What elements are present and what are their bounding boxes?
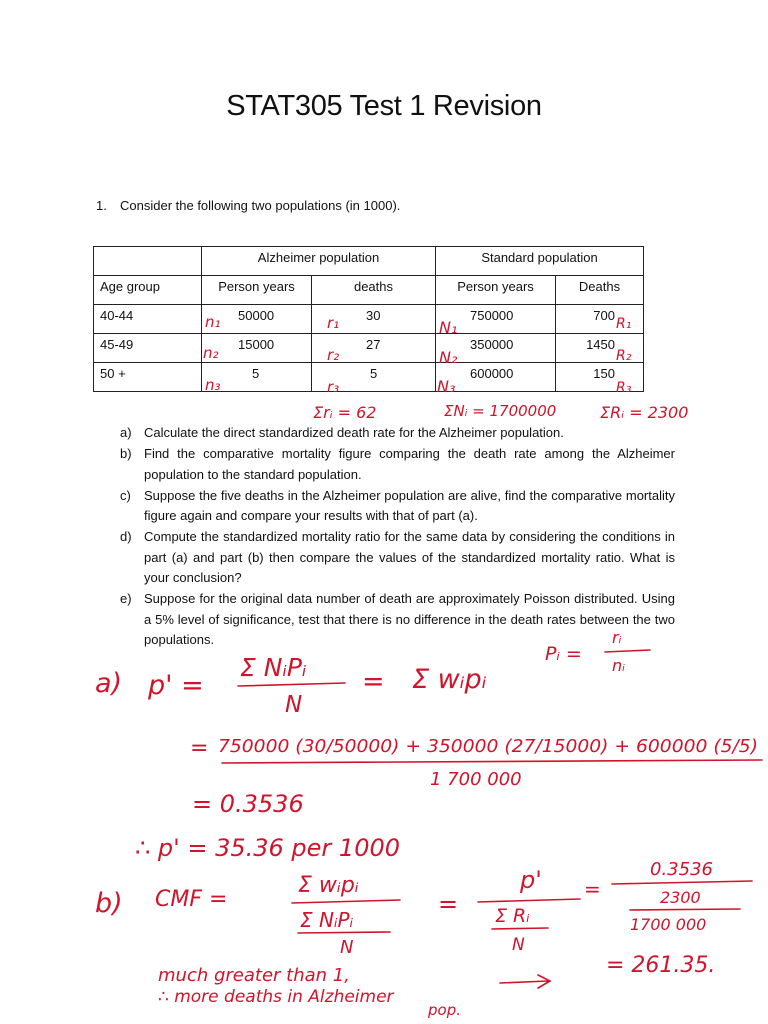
table-cell: 27 xyxy=(312,334,436,363)
b-label: b) xyxy=(95,888,123,919)
part-label: d) xyxy=(120,529,132,544)
pi-def-num: rᵢ xyxy=(612,628,622,647)
label-R1: R₁ xyxy=(616,316,632,332)
question-text: Consider the following two populations (in 1000). xyxy=(120,198,401,213)
fraction-bar xyxy=(238,683,345,686)
b-eq: = xyxy=(438,890,459,918)
fraction-bar xyxy=(630,909,740,910)
a-eq2: = xyxy=(362,666,385,697)
table-column-header: Person years xyxy=(202,276,312,305)
part-text: Calculate the direct standardized death rate for the Alzheimer population. xyxy=(144,425,564,440)
label-N2: N₂ xyxy=(439,348,458,367)
list-item xyxy=(120,423,675,444)
table-row xyxy=(94,305,644,334)
label-n2: n₂ xyxy=(203,344,219,362)
table-cell: 350000 xyxy=(436,334,556,363)
part-text: Suppose the five deaths in the Alzheimer population are alive, find the comparative mortality figure again and compare your results with that of part (a). xyxy=(144,487,675,523)
table-cell: 5 xyxy=(312,363,436,392)
list-item xyxy=(120,527,675,589)
label-n3: n₃ xyxy=(205,376,221,394)
question-parts xyxy=(120,423,675,651)
table-cell: 50000 xyxy=(202,305,312,334)
fraction-bar xyxy=(298,932,390,933)
part-label: a) xyxy=(120,425,132,440)
note-line-3: pop. xyxy=(428,1001,461,1019)
part-label: e) xyxy=(120,591,132,606)
table-empty-cell xyxy=(94,247,202,276)
b-den3-top: 2300 xyxy=(660,888,701,907)
pi-def-lhs: Pᵢ = xyxy=(545,643,582,665)
note-line-2: ∴ more deaths in Alzheimer xyxy=(158,987,394,1007)
fraction-bar xyxy=(222,760,762,763)
a-therefore: ∴ p' = 35.36 per 1000 xyxy=(135,834,401,862)
part-text: Suppose for the original data number of death are approximately Poisson distributed. Using a 5% level of significance, test that there is no difference in the death rates between the two populations. xyxy=(144,591,675,647)
label-r3: r₃ xyxy=(327,378,340,396)
a-step-lhs: = xyxy=(190,736,209,761)
table-column-header: Age group xyxy=(94,276,202,305)
a-num: Σ NᵢPᵢ xyxy=(240,653,307,682)
part-label: c) xyxy=(120,487,131,503)
question-1 xyxy=(96,198,400,213)
table-cell: 5 xyxy=(202,363,312,392)
table-cell: 45-49 xyxy=(94,334,202,363)
part-text: Find the comparative mortality figure comparing the death rate among the Alzheimer population to the standard population. xyxy=(144,446,675,482)
table-group-header: Alzheimer population xyxy=(202,247,436,276)
sum-r: Σrᵢ = 62 xyxy=(313,403,377,422)
table-group-header-row xyxy=(94,247,644,276)
table-cell: 15000 xyxy=(202,334,312,363)
label-R2: R₂ xyxy=(616,348,632,364)
list-item xyxy=(120,486,675,527)
a-step1-num: 750000 (30/50000) + 350000 (27/15000) + 600000 (5/5) xyxy=(218,736,758,757)
arrow-right-icon xyxy=(500,975,550,988)
table-column-header: Deaths xyxy=(556,276,644,305)
b-eq3: = xyxy=(584,877,601,901)
b-den2-top: Σ Rᵢ xyxy=(495,905,530,927)
a-label: a) xyxy=(95,668,123,699)
fraction-bar xyxy=(478,899,580,902)
table-cell: 30 xyxy=(312,305,436,334)
part-label: b) xyxy=(120,446,132,461)
table-cell: 150 xyxy=(556,363,644,392)
table-column-header: Person years xyxy=(436,276,556,305)
note-line-1: much greater than 1, xyxy=(158,965,350,986)
table-cell: 40-44 xyxy=(94,305,202,334)
fraction-bar xyxy=(492,928,548,929)
b-result: = 261.35. xyxy=(606,953,716,978)
table-cell: 700 xyxy=(556,305,644,334)
label-r1: r₁ xyxy=(327,314,340,332)
sum-R: ΣRᵢ = 2300 xyxy=(600,403,689,422)
question-number: 1. xyxy=(96,198,107,213)
list-item xyxy=(120,444,675,485)
b-den2-bot: N xyxy=(512,935,525,955)
a-result: = 0.3536 xyxy=(192,790,304,818)
b-num2: p' xyxy=(520,866,542,894)
list-item xyxy=(120,589,675,651)
table-column-header: deaths xyxy=(312,276,436,305)
table-group-header: Standard population xyxy=(436,247,644,276)
b-den1-bot: N xyxy=(340,937,354,958)
b-den1-top: Σ NᵢPᵢ xyxy=(300,908,354,932)
pi-def-den: nᵢ xyxy=(612,656,625,675)
a-step1-den: 1 700 000 xyxy=(430,769,522,790)
table-cell: 50 + xyxy=(94,363,202,392)
label-N1: N₁ xyxy=(439,318,458,337)
table-column-header-row xyxy=(94,276,644,305)
population-table xyxy=(93,246,644,392)
page-title: STAT305 Test 1 Revision xyxy=(226,90,542,122)
label-n1: n₁ xyxy=(205,313,221,331)
part-text: Compute the standardized mortality ratio for the same data by considering the conditions in part (a) and part (b) then compare the values of the standardized mortality ratio. What is your conclusion? xyxy=(144,529,675,585)
a-rhs: Σ wᵢpᵢ xyxy=(412,664,487,695)
table-cell: 750000 xyxy=(436,305,556,334)
a-lhs: p' = xyxy=(148,670,204,701)
b-num3: 0.3536 xyxy=(650,859,713,880)
fraction-bar xyxy=(292,900,400,903)
label-N3: N₃ xyxy=(437,377,456,396)
b-num1: Σ wᵢpᵢ xyxy=(298,873,359,898)
table-row xyxy=(94,363,644,392)
fraction-bar xyxy=(612,881,752,884)
table-cell: 600000 xyxy=(436,363,556,392)
label-R3: R₃ xyxy=(616,380,632,396)
table-row xyxy=(94,334,644,363)
label-r2: r₂ xyxy=(327,346,340,364)
a-den: N xyxy=(285,692,303,718)
b-lhs: CMF = xyxy=(155,887,228,912)
b-den3-bot: 1700 000 xyxy=(630,915,707,934)
table-cell: 1450 xyxy=(556,334,644,363)
sum-N: ΣNᵢ = 1700000 xyxy=(444,402,557,420)
